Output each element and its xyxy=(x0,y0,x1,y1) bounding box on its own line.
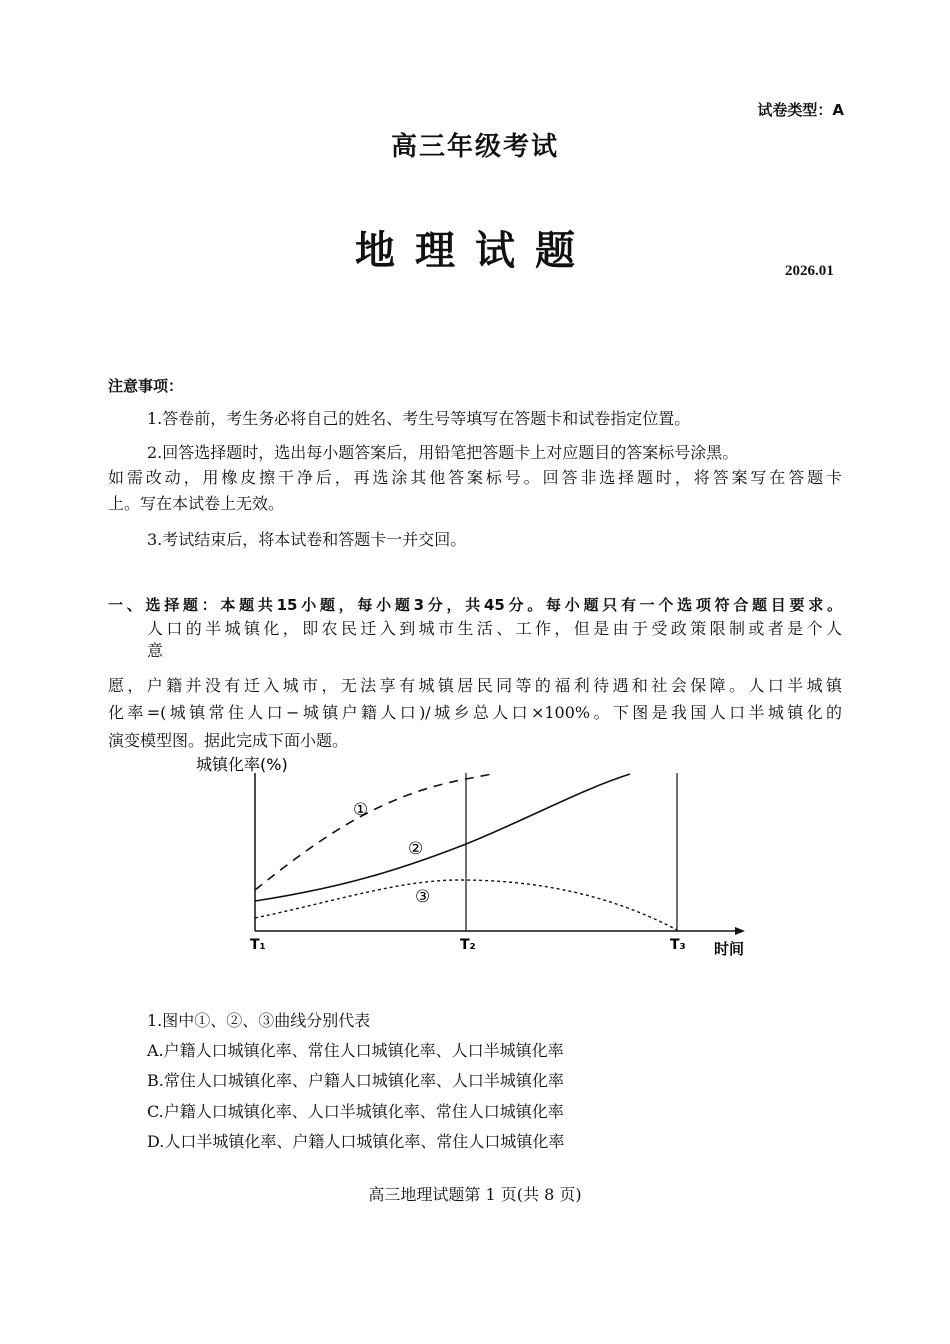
option-b: B.常住人口城镇化率、户籍人口城镇化率、人口半城镇化率 xyxy=(147,1071,564,1090)
option-c: C.户籍人口城镇化率、人口半城镇化率、常住人口城镇化率 xyxy=(147,1102,564,1121)
x-axis-label: 时间 xyxy=(714,940,745,958)
question-stem: 1.图中①、②、③曲线分别代表 xyxy=(147,1011,371,1030)
passage-line: 化率=(城镇常住人口−城镇户籍人口)/城乡总人口×100%。下图是我国人口半城镇化的 xyxy=(108,703,842,722)
page-footer: 高三地理试题第 1 页(共 8 页) xyxy=(368,1185,582,1204)
passage-line: 愿，户籍并没有迁入城市，无法享有城镇居民同等的福利待遇和社会保障。人口半城镇 xyxy=(108,676,842,695)
notice-title: 注意事项： xyxy=(108,377,184,395)
option-d: D.人口半城镇化率、户籍人口城镇化率、常住人口城镇化率 xyxy=(147,1132,565,1151)
notice-line: 3.考试结束后，将本试卷和答题卡一并交回。 xyxy=(147,530,467,549)
tick-t3: T₃ xyxy=(670,937,686,953)
notice-line: 上。写在本试卷上无效。 xyxy=(108,494,285,513)
notice-line: 1.答卷前，考生务必将自己的姓名、考生号等填写在答题卡和试卷指定位置。 xyxy=(147,409,691,428)
subject-title: 地理试题 xyxy=(355,228,595,274)
exam-date: 2026.01 xyxy=(785,263,834,279)
curve-2 xyxy=(255,774,630,901)
x-axis-arrow-icon xyxy=(735,927,745,935)
y-axis-label: 城镇化率(%) xyxy=(196,755,288,774)
section-heading: 一、选择题：本题共15小题，每小题3分，共45分。每小题只有一个选项符合题目要求。 xyxy=(108,596,842,614)
curve-1 xyxy=(255,774,492,890)
notice-line: 2.回答选择题时，选出每小题答案后，用铅笔把答题卡上对应题目的答案标号涂黑。 xyxy=(147,443,739,462)
passage-line: 演变模型图。据此完成下面小题。 xyxy=(108,731,349,750)
paper-type: 试卷类型：A xyxy=(757,101,844,119)
passage-line: 人口的半城镇化，即农民迁入到城市生活、工作，但是由于受政策限制或者是个人 xyxy=(147,619,842,638)
tick-t2: T₂ xyxy=(460,937,476,953)
curve-label-1: ① xyxy=(353,800,369,820)
curve-label-3: ③ xyxy=(415,887,431,907)
notice-line: 如需改动，用橡皮擦干净后，再选涂其他答案标号。回答非选择题时，将答案写在答题卡 xyxy=(108,468,842,487)
tick-t1: T₁ xyxy=(250,937,266,953)
curve-label-2: ② xyxy=(408,839,424,859)
option-a: A.户籍人口城镇化率、常住人口城镇化率、人口半城镇化率 xyxy=(147,1041,564,1060)
passage-line: 意 xyxy=(147,641,164,660)
exam-title: 高三年级考试 xyxy=(390,132,559,162)
